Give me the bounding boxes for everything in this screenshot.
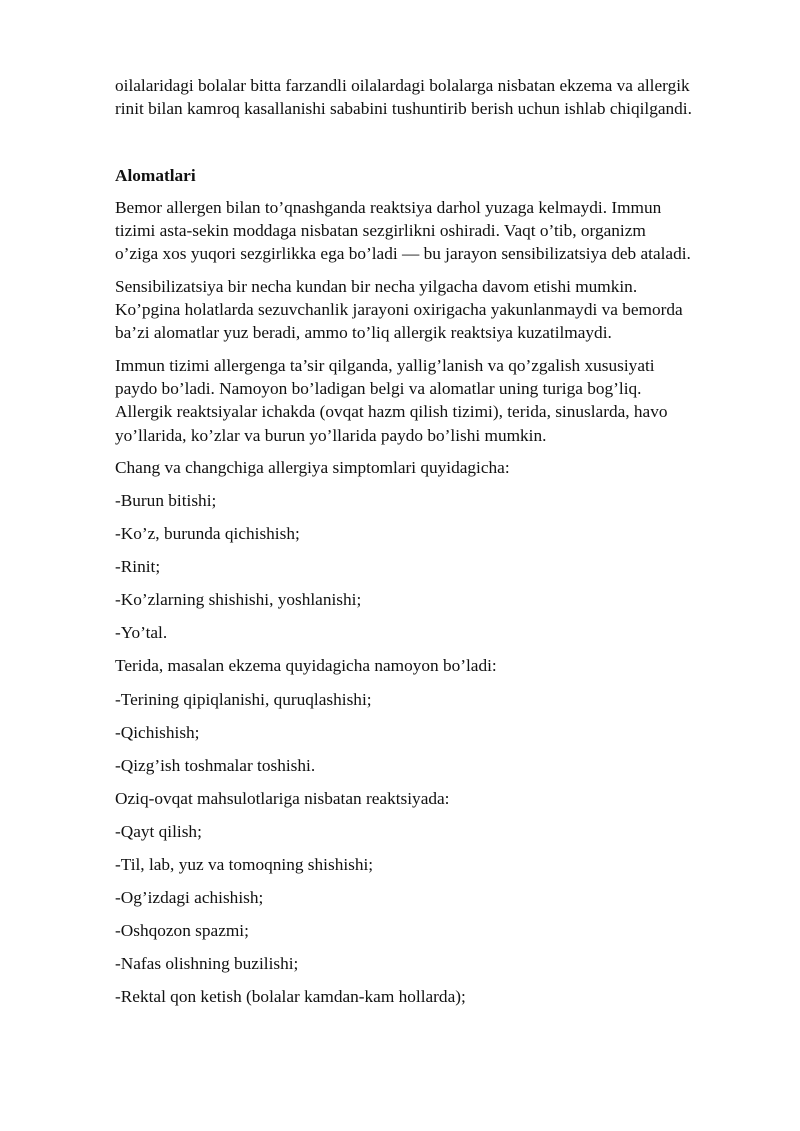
list-item: -Og’izdagi achishish; xyxy=(115,888,264,908)
list-item: -Terining qipiqlanishi, quruqlashishi; xyxy=(115,689,372,709)
list-item: -Rektal qon ketish (bolalar kamdan-kam hollarda); xyxy=(115,987,466,1007)
text-line: Ko’pgina holatlarda sezuvchanlik jarayoni oxirigacha yakunlanmaydi va bemorda xyxy=(115,300,683,320)
list-item: -Qayt qilish; xyxy=(115,821,202,841)
text-line: ba’zi alomatlar yuz beradi, ammo to’liq allergik reaktsiya kuzatilmaydi. xyxy=(115,323,612,343)
text-line: Bemor allergen bilan to’qnashganda reaktsiya darhol yuzaga kelmaydi. Immun xyxy=(115,197,662,217)
text-line: yo’llarida, ko’zlar va burun yo’llarida paydo bo’lishi mumkin. xyxy=(115,425,547,445)
intro-paragraph xyxy=(115,74,755,121)
list-item: -Yo’tal. xyxy=(115,623,168,643)
text-line: Allergik reaktsiyalar ichakda (ovqat hazm qilish tizimi), terida, sinuslarda, havo xyxy=(115,402,668,422)
list-intro: Terida, masalan ekzema quyidagicha namoyon bo’ladi: xyxy=(115,656,497,676)
text-line: o’ziga xos yuqori sezgirlikka ega bo’ladi — bu jarayon sensibilizatsiya deb ataladi. xyxy=(115,244,691,264)
body-paragraph xyxy=(115,354,755,447)
body-paragraph xyxy=(115,196,755,266)
list-item: -Qizg’ish toshmalar toshishi. xyxy=(115,755,316,775)
list-intro: Chang va changchiga allergiya simptomlari quyidagicha: xyxy=(115,457,510,477)
text-line: Immun tizimi allergenga ta’sir qilganda, yallig’lanish va qo’zgalish xususiyati xyxy=(115,355,655,375)
list-item: -Burun bitishi; xyxy=(115,490,217,510)
text-line: tizimi asta-sekin moddaga nisbatan sezgirlikni oshiradi. Vaqt o’tib, organizm xyxy=(115,221,646,241)
list-item: -Oshqozon spazmi; xyxy=(115,921,249,941)
list-item: -Ko’z, burunda qichishish; xyxy=(115,524,300,544)
list-item: -Ko’zlarning shishishi, yoshlanishi; xyxy=(115,590,362,610)
text-line: rinit bilan kamroq kasallanishi sababini tushuntirib berish uchun ishlab chiqilgandi. xyxy=(115,99,692,119)
list-intro: Oziq-ovqat mahsulotlariga nisbatan reaktsiyada: xyxy=(115,788,450,808)
list-item: -Til, lab, yuz va tomoqning shishishi; xyxy=(115,854,374,874)
list-item: -Nafas olishning buzilishi; xyxy=(115,954,299,974)
text-line: paydo bo’ladi. Namoyon bo’ladigan belgi va alomatlar uning turiga bog’liq. xyxy=(115,378,642,398)
section-heading: Alomatlari xyxy=(115,165,196,185)
document-page xyxy=(115,74,755,1018)
list-item: -Rinit; xyxy=(115,557,161,577)
body-paragraph xyxy=(115,275,755,345)
text-line: oilalaridagi bolalar bitta farzandli oilalardagi bolalarga nisbatan ekzema va allergik xyxy=(115,76,690,95)
text-line: Sensibilizatsiya bir necha kundan bir necha yilgacha davom etishi mumkin. xyxy=(115,276,638,296)
list-item: -Qichishish; xyxy=(115,722,200,742)
